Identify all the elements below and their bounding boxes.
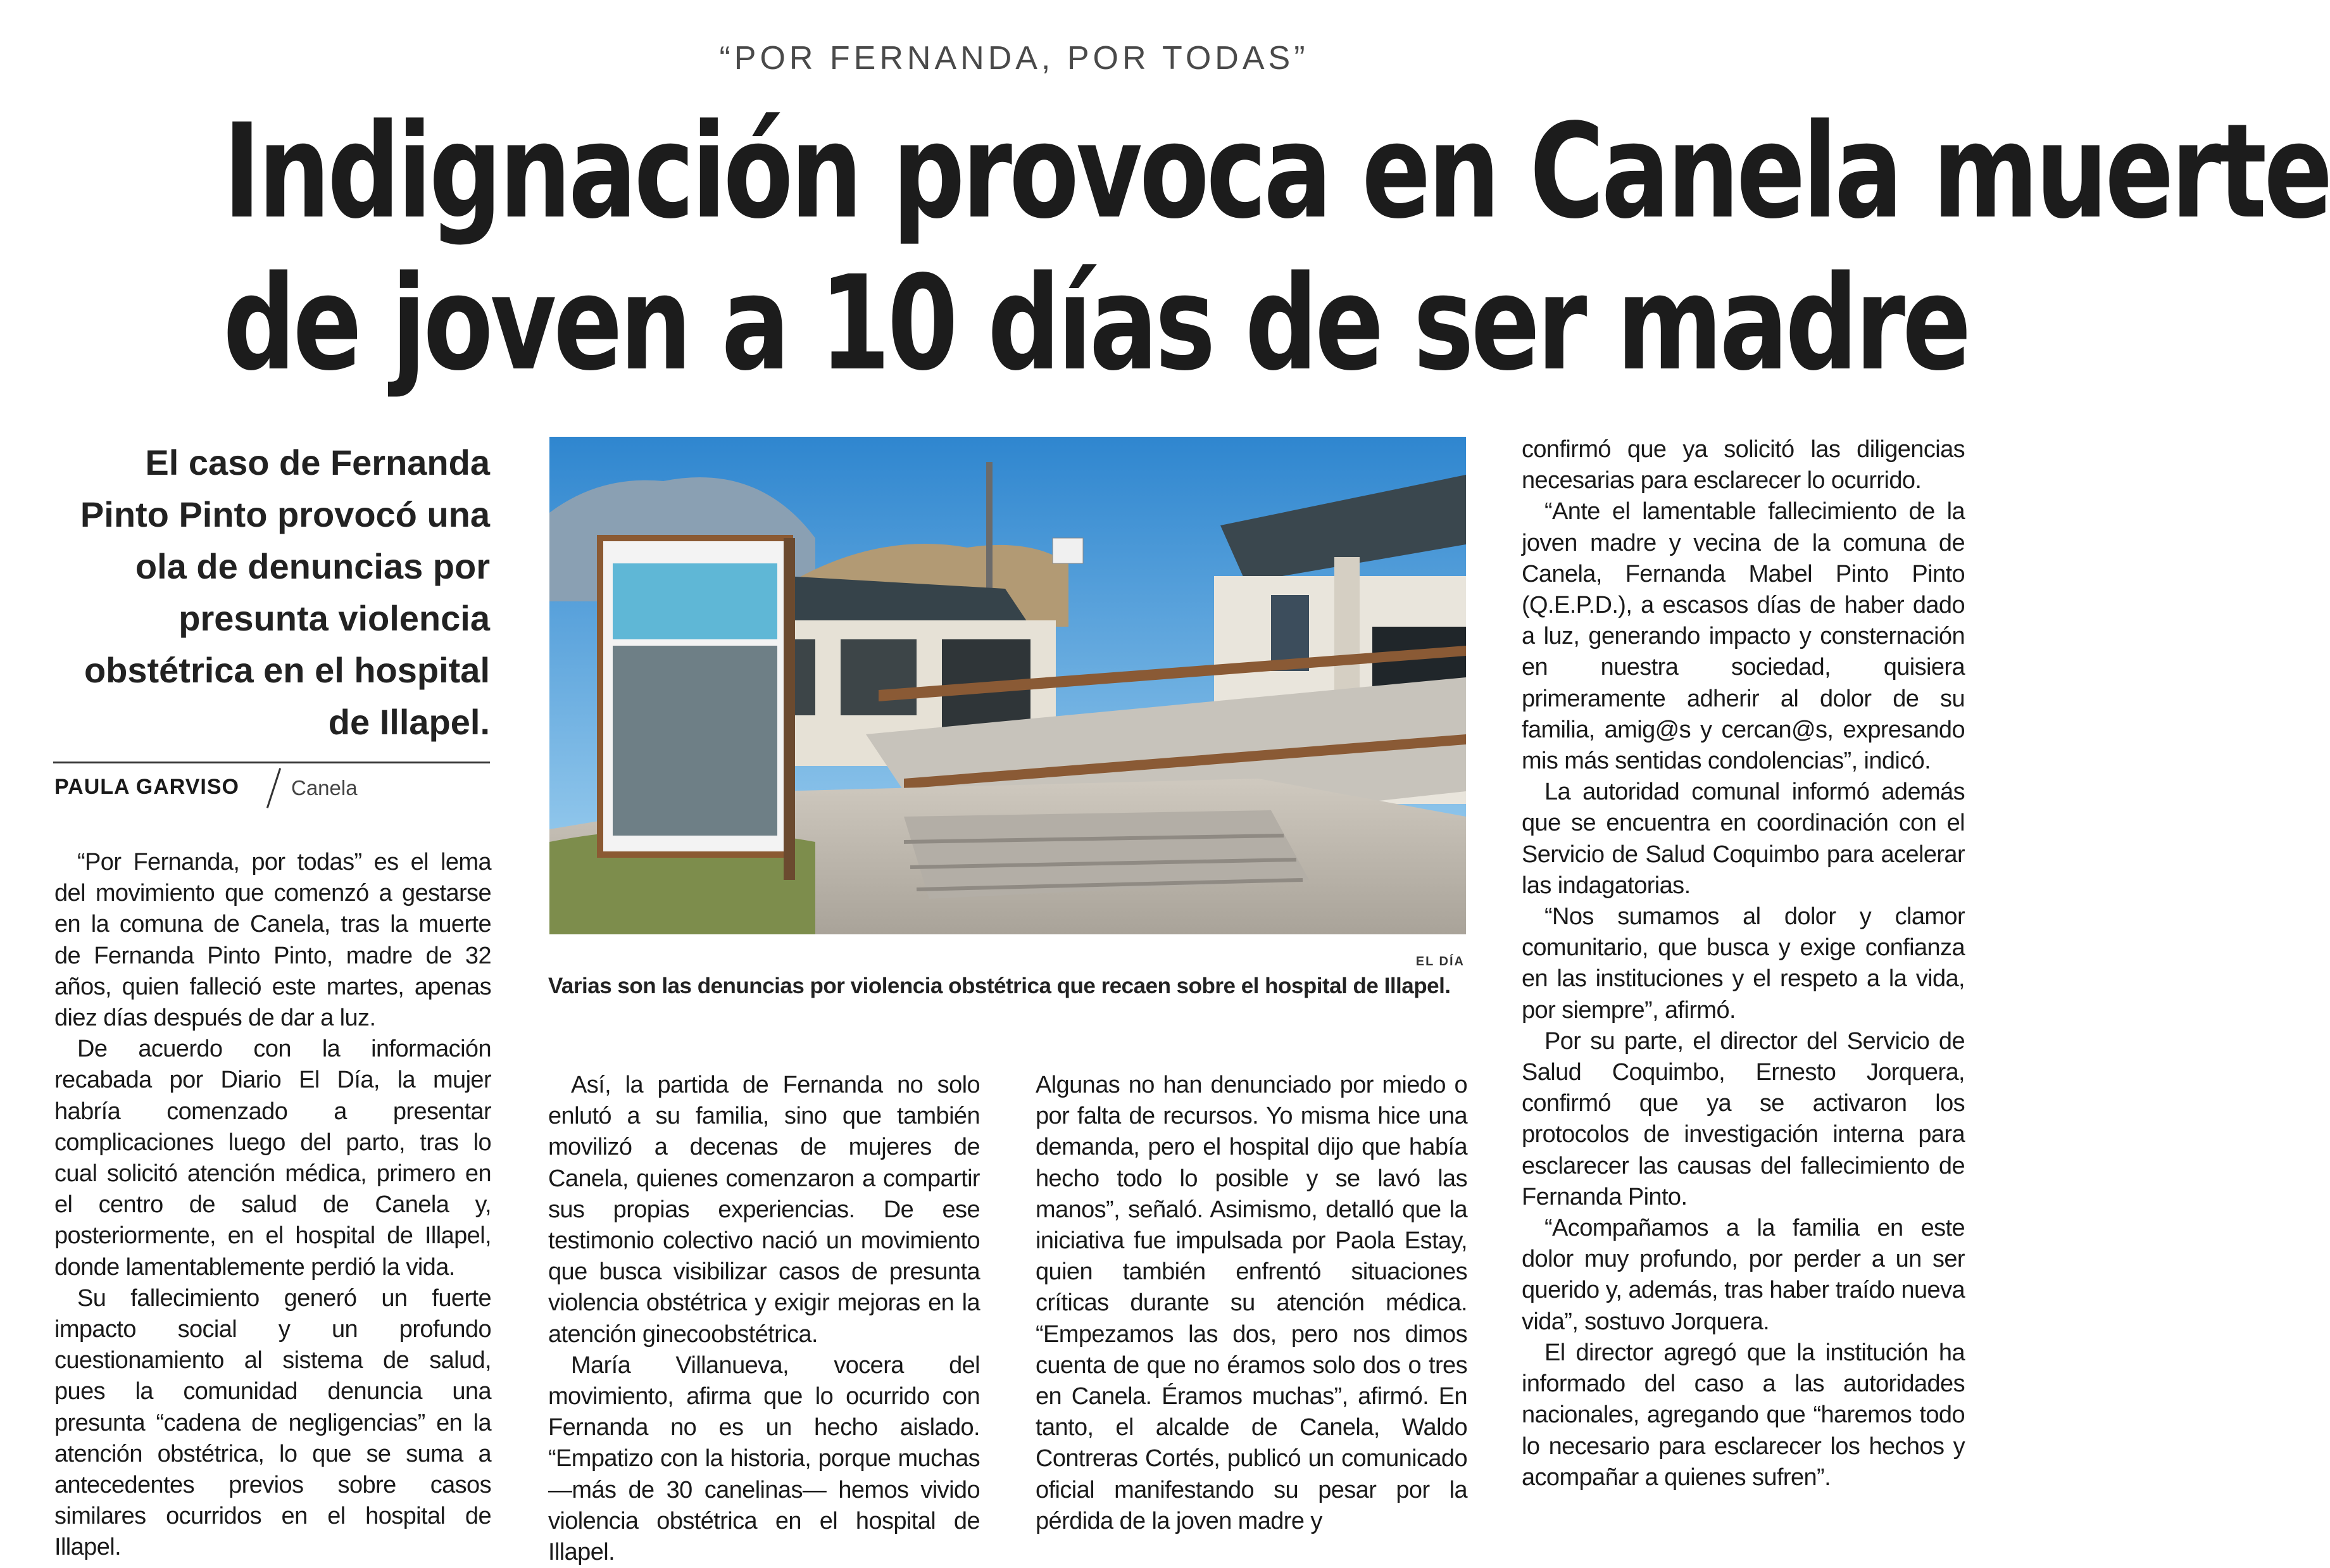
billboard-image bbox=[613, 646, 777, 836]
paragraph: “Ante el lamentable fallecimiento de la joven madre y vecina de la comuna de Canela, Fernanda Mabel Pinto Pinto (Q.E.P.D.), a escasos días de haber dado a luz, generando impacto y consternación en nuestra sociedad, quisiera primeramente adherir al dolor de su familia, amig@s y cercan@s, expresando mis más sentidas condolencias”, indicó. bbox=[1522, 498, 1965, 775]
paragraph: La autoridad comunal informó además que se encuentra en coordinación con el Servicio de Salud Coquimbo para acelerar las indagatorias. bbox=[1522, 779, 1965, 899]
paragraph: Algunas no han denunciado por miedo o por falta de recursos. Yo misma hice una demanda, pero el hospital dijo que había hecho todo lo posible y se lavó las manos”, señaló. Asimismo, detalló que la iniciativa fue impulsada por Paola Estay, quien también enfrentó situaciones críticas durante su atención médica. “Empezamos las dos, pero nos dimos cuenta de que no éramos solo dos o tres en Canela. Éramos muchas”, afirmó. En tanto, el alcalde de Canela, Waldo Contreras Cortés, publicó un comunicado oficial manifestando su pesar por la pérdida de la joven madre y bbox=[1036, 1072, 1467, 1534]
headline-line-2: de joven a 10 días de ser madre bbox=[223, 248, 1969, 399]
article-column-2 bbox=[548, 1070, 980, 1568]
paragraph: “Nos sumamos al dolor y clamor comunitario, que busca y exige confianza en las instituciones y el respeto a la vida, por siempre”, afirmó. bbox=[1522, 903, 1965, 1024]
byline-location: Canela bbox=[291, 776, 358, 800]
photo-credit: EL DÍA bbox=[1415, 955, 1465, 969]
byline-rule bbox=[53, 762, 490, 763]
window bbox=[841, 639, 917, 715]
deck-summary: El caso de Fernanda Pinto Pinto provocó una ola de denuncias por presunta violencia obstétrica en el hospital de Illapel. bbox=[80, 442, 490, 742]
kicker: “POR FERNANDA, POR TODAS” bbox=[719, 40, 1309, 77]
ac-unit bbox=[1053, 538, 1083, 563]
article-column-1 bbox=[54, 847, 491, 1564]
paragraph: Por su parte, el director del Servicio de Salud Coquimbo, Ernesto Jorquera, confirmó que ya se activaron los protocolos de investigación interna para esclarecer las causas del fallecimiento de Fernanda Pinto. bbox=[1522, 1027, 1965, 1210]
hospital-photo-illustration bbox=[549, 437, 1466, 934]
hospital-photo bbox=[549, 437, 1466, 934]
article-column-4 bbox=[1522, 434, 1965, 1493]
headline-line-1: Indignación provoca en Canela muerte bbox=[223, 96, 2330, 248]
billboard-banner bbox=[613, 563, 777, 639]
paragraph: “Por Fernanda, por todas” es el lema del movimiento que comenzó a gestarse en la comuna de Canela, tras la muerte de Fernanda Pinto Pinto, madre de 32 años, quien falleció este martes, apenas diez días después de dar a luz. bbox=[54, 849, 491, 1032]
byline-divider bbox=[266, 768, 281, 808]
paragraph: María Villanueva, vocera del movimiento, afirma que lo ocurrido con Fernanda no es un hecho aislado. “Empatizo con la historia, porque muchas —más de 30 canelinas— hemos vivido violencia obstétrica en el hospital de Illapel. bbox=[548, 1352, 980, 1566]
photo-caption: Varias son las denuncias por violencia obstétrica que recaen sobre el hospital de Illapel. bbox=[548, 974, 1451, 998]
byline-author: PAULA GARVISO bbox=[54, 775, 239, 799]
paragraph: Así, la partida de Fernanda no solo enlutó a su familia, sino que también movilizó a decenas de mujeres de Canela, quienes comenzaron a compartir sus propias experiencias. De ese testimonio colectivo nació un movimiento que busca visibilizar casos de presunta violencia obstétrica y exigir mejoras en la atención ginecoobstétrica. bbox=[548, 1072, 980, 1348]
paragraph: De acuerdo con la información recabada por Diario El Día, la mujer habría comenzado a presentar complicaciones luego del parto, tras lo cual solicitó atención médica, primero en el centro de salud de Canela y, posteriormente, en el hospital de Illapel, donde lamentablemente perdió la vida. bbox=[54, 1036, 491, 1281]
billboard-post bbox=[784, 538, 795, 880]
paragraph: Su fallecimiento generó un fuerte impacto social y un profundo cuestionamiento al sistema de salud, pues la comunidad denuncia una presunta “cadena de negligencias” en la atención obstétrica, lo que se suma a antecedentes previos sobre casos similares ocurridos en el hospital de Illapel. bbox=[54, 1284, 491, 1561]
antenna-mast bbox=[986, 462, 993, 589]
article-column-3 bbox=[1036, 1070, 1467, 1537]
paragraph: confirmó que ya solicitó las diligencias necesarias para esclarecer lo ocurrido. bbox=[1522, 436, 1965, 494]
paragraph: “Acompañamos a la familia en este dolor muy profundo, por perder a un ser querido y, además, tras haber traído nueva vida”, sostuvo Jorquera. bbox=[1522, 1215, 1965, 1335]
paragraph: El director agregó que la institución ha informado del caso a las autoridades nacionales, agregando que “haremos todo lo necesario para esclarecer los hechos y acompañar a quienes sufren”. bbox=[1522, 1339, 1965, 1491]
